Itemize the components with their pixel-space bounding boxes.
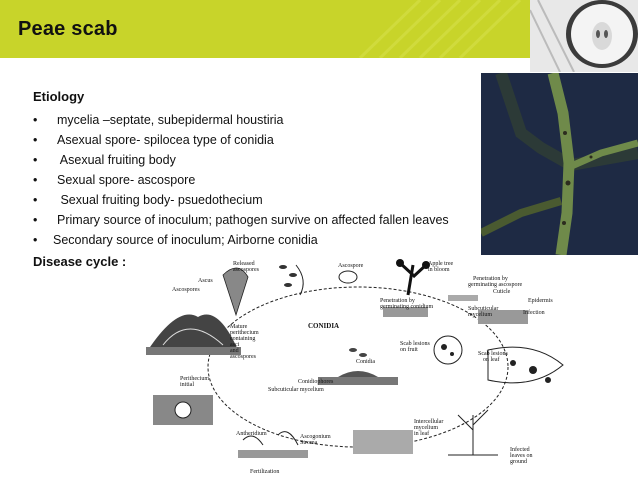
bullet-text: Secondary source of inoculum; Airborne conidia: [53, 233, 318, 247]
apple-photo: [530, 0, 638, 72]
ascospores-illustration: [279, 265, 303, 295]
label-epidermis: Epidermis: [528, 298, 553, 304]
label-intercellular-1: Intercellular: [414, 419, 444, 425]
bullet-item: [33, 190, 478, 210]
label-ascus: Ascus: [198, 278, 213, 284]
disease-cycle-label: Disease cycle :: [33, 254, 127, 269]
bullet-text: Sexual fruiting body- psuedothecium: [57, 193, 263, 207]
scab-fruit-illustration: [434, 336, 462, 364]
bullet-dot: •: [33, 213, 38, 227]
label-fertilization: Fertilization: [250, 469, 280, 475]
label-ascogonium: Ascogonium: [300, 434, 331, 440]
label-scab-leaf-1: Scab lesions: [478, 351, 508, 357]
label-infection: Infection: [523, 310, 545, 316]
bullet-item: [33, 230, 478, 250]
label-mature-3: containing: [230, 336, 256, 342]
label-subcuticular-bottom: Subcuticular mycelium: [268, 387, 324, 393]
perithecium-illustration: [146, 314, 241, 355]
bullet-item: [33, 110, 478, 130]
disease-cycle-diagram: [138, 255, 578, 478]
content-area: [33, 88, 478, 272]
label-infected-3: ground: [510, 459, 527, 465]
label-penetration-1: Penetration by: [473, 276, 508, 282]
label-mycelium-top: mycelium: [468, 312, 492, 318]
bullet-dot: •: [33, 113, 38, 127]
bullet-dot: •: [33, 193, 38, 207]
bullet-dot: •: [33, 173, 38, 187]
label-mature-2: perithecium: [230, 330, 259, 336]
label-mature-4: asci: [230, 342, 240, 348]
label-conidia-center: CONIDIA: [308, 322, 340, 330]
label-released: Released: [233, 261, 255, 267]
etiology-heading: Etiology: [33, 89, 85, 104]
label-cuticle: Cuticle: [493, 289, 511, 295]
label-in-bloom: in bloom: [428, 267, 450, 273]
bullet-text: Primary source of inoculum; pathogen survive on affected fallen leaves: [57, 213, 449, 227]
perithecium-initial-illustration: [153, 395, 213, 425]
label-perithecium-2: initial: [180, 382, 194, 388]
label-scab-fruit-2: on fruit: [400, 347, 418, 353]
label-mature-1: Mature: [230, 324, 248, 330]
label-mature-6: ascospores: [230, 354, 256, 360]
label-conidiophores: Conidiophores: [298, 379, 334, 385]
bullet-dot: •: [33, 133, 38, 147]
label-subcuticular-top: Subcuticular: [468, 306, 499, 312]
bullet-item: [33, 130, 478, 150]
slide-title: Peae scab: [18, 18, 118, 40]
infected-leaves-illustration: [448, 410, 498, 455]
label-antheridium: Antheridium: [236, 431, 267, 437]
label-infected-2: leaves on: [510, 453, 533, 459]
label-mature-5: and: [230, 348, 239, 354]
bullet-item: [33, 210, 478, 230]
cuticle-illustration: [448, 295, 478, 301]
bullet-item: [33, 170, 478, 190]
ascus-illustration: [223, 268, 248, 315]
bullet-text: mycelia –septate, subepidermal houstiria: [57, 113, 284, 127]
bullet-text: Asexual fruiting body: [57, 153, 176, 167]
label-penetration-2: Penetration by: [380, 298, 415, 304]
ascospore-illustration: [339, 271, 357, 283]
label-ascospores-top: ascospores: [233, 267, 259, 273]
label-infected-1: Infected: [510, 447, 530, 453]
label-scab-leaf-2: on leaf: [483, 357, 500, 363]
label-ascospores-left: Ascospores: [172, 287, 200, 293]
bullet-dot: •: [33, 153, 38, 167]
label-scab-fruit-1: Scab lesions: [400, 341, 430, 347]
apple-tree-illustration: [396, 259, 430, 295]
label-conidia-small: Conidia: [356, 359, 375, 365]
label-apple-tree: Apple tree: [428, 261, 454, 267]
label-germinating-conidium: germinating conidium: [380, 304, 434, 310]
label-ascospore: Ascospore: [338, 263, 364, 269]
conidia-illustration: [349, 348, 367, 357]
label-germinating-ascospore: germinating ascospore: [468, 282, 523, 288]
bullet-text: Asexual spore- spilocea type of conidia: [57, 133, 274, 147]
bullet-item: [33, 150, 478, 170]
label-intercellular-3: in leaf: [414, 431, 430, 437]
intercellular-mycelium-illustration: [353, 430, 413, 454]
label-stroma: Stroma: [300, 440, 318, 446]
label-intercellular-2: mycelium: [414, 425, 438, 431]
label-perithecium-1: Perithecium: [180, 376, 209, 382]
bullet-text: Sexual spore- ascospore: [57, 173, 196, 187]
bullet-dot: •: [33, 233, 38, 247]
pear-stem-photo: [481, 73, 638, 255]
